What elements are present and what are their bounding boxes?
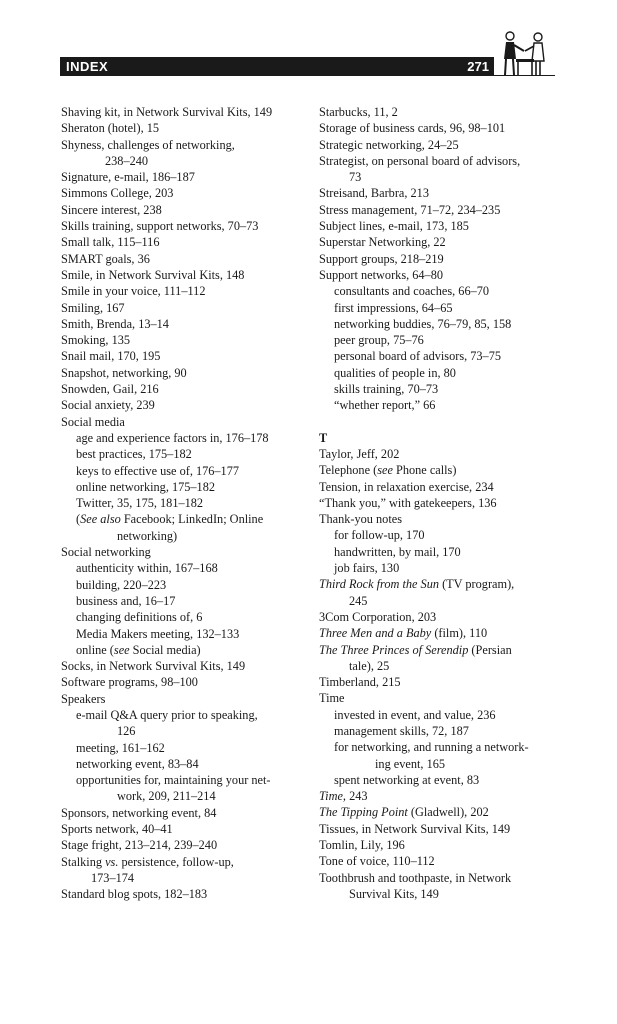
person-right-head [534,33,542,41]
entry-text: Media Makers meeting, 132–133 [76,626,240,641]
entry-text: networking buddies, 76–79, 85, 158 [334,316,512,331]
index-entry [319,462,571,478]
entry-text: (TV program), [439,577,515,592]
index-entry [61,821,313,837]
entry-text: The Tipping Point [319,805,408,820]
entry-text: Social media [61,414,125,429]
index-subentry [61,463,313,479]
entry-text: invested in event, and value, 236 [334,707,496,722]
entry-text: Support groups, 218–219 [319,251,444,266]
entry-text: Tension, in relaxation exercise, 234 [319,479,494,494]
entry-text: Smile, in Network Survival Kits, 148 [61,267,245,282]
entry-text: Third Rock from the Sun [319,577,439,592]
entry-text: peer group, 75–76 [334,333,424,348]
entry-text: Speakers [61,691,106,706]
entry-text: Shaving kit, in Network Survival Kits, 149 [61,105,273,119]
index-entry [61,886,313,902]
index-subentry [319,332,571,348]
entry-text: Subject lines, e-mail, 173, 185 [319,219,469,234]
entry-text: Tissues, in Network Survival Kits, 149 [319,821,511,836]
index-entry [319,674,571,690]
index-entry [61,544,313,560]
index-column-left [61,104,313,903]
index-subentry [61,430,313,446]
entry-continuation: 126 [117,724,136,739]
entry-text: keys to effective use of, 176–177 [76,463,240,478]
entry-text: Snail mail, 170, 195 [61,349,161,364]
index-subentry [61,772,313,788]
index-entry [319,267,571,283]
entry-text: Signature, e-mail, 186–187 [61,170,195,185]
index-entry [61,365,313,381]
entry-continuation: 245 [349,593,368,608]
entry-text: Socks, in Network Survival Kits, 149 [61,659,246,674]
index-entry [319,576,571,592]
index-subentry [319,560,571,576]
entry-text: spent networking at event, 83 [334,772,480,787]
entry-continuation: ing event, 165 [375,756,446,771]
index-subentry [319,300,571,316]
index-entry [319,804,571,820]
entry-text: Starbucks, 11, 2 [319,105,398,119]
index-subentry [61,511,313,527]
entry-text: (Gladwell), 202 [407,805,489,820]
index-entry [319,185,571,201]
entry-text: consultants and coaches, 66–70 [334,284,490,299]
index-entry [319,788,571,804]
entry-text: Thank-you notes [319,512,402,527]
index-entry [319,821,571,837]
index-entry [319,218,571,234]
index-subentry [61,446,313,462]
entry-text: Sincere interest, 238 [61,202,162,217]
index-entry [61,137,313,153]
index-subentry [319,707,571,723]
entry-text: Software programs, 98–100 [61,675,198,690]
handshake-illustration [496,29,554,77]
entry-text: Three Men and a Baby [319,626,432,641]
entry-text: networking event, 83–84 [76,756,199,771]
entry-text: e-mail Q&A query prior to speaking, [76,707,258,722]
entry-continuation: tale), 25 [349,658,390,673]
entry-text: Facebook; LinkedIn; Online [120,512,264,527]
index-subentry [61,593,313,609]
entry-text: Taylor, Jeff, 202 [319,446,400,461]
entry-text: Simmons College, 203 [61,186,174,201]
index-entry [61,300,313,316]
entry-text: Timberland, 215 [319,675,401,690]
person-left-body [504,42,516,59]
index-subentry [61,740,313,756]
index-subentry [319,544,571,560]
entry-text: see [113,642,130,657]
index-letter-heading: T [319,430,328,445]
entry-text: Stalking [61,854,106,869]
entry-text: See also [80,512,121,527]
entry-text: Social media) [129,642,201,657]
entry-text: changing definitions of, 6 [76,610,203,625]
index-entry [319,251,571,267]
table-top [516,59,534,62]
index-subentry [61,707,313,723]
index-entry [61,120,313,136]
entry-text: Sponsors, networking event, 84 [61,805,217,820]
index-entry [61,805,313,821]
index-entry [319,853,571,869]
index-entry [319,690,571,706]
index-subentry [61,577,313,593]
index-entry [319,104,571,120]
index-subentry [61,479,313,495]
index-subentry [319,348,571,364]
index-entry [319,234,571,250]
index-entry [61,658,313,674]
entry-text: The Three Princes of Serendip [319,642,469,657]
index-entry [319,625,571,641]
entry-text: opportunities for, maintaining your net- [76,773,271,788]
index-entry [319,120,571,136]
index-entry [61,234,313,250]
entry-text: Social networking [61,545,151,560]
entry-text: Telephone ( [319,463,378,478]
entry-continuation: 238–240 [105,153,149,168]
index-heading: INDEX [66,59,109,74]
person-left-head [506,32,514,40]
entry-text: Smith, Brenda, 13–14 [61,316,169,331]
entry-text: Standard blog spots, 182–183 [61,887,208,902]
entry-text: “Thank you,” with gatekeepers, 136 [319,495,497,510]
index-subentry [319,397,571,413]
entry-continuation: networking) [117,528,178,543]
index-entry [61,316,313,332]
entry-text: Small talk, 115–116 [61,235,160,250]
entry-text: (film), 110 [431,626,488,641]
index-entry [319,495,571,511]
entry-text: job fairs, 130 [334,561,400,576]
entry-text: for networking, and running a network- [334,740,529,755]
entry-text: 3Com Corporation, 203 [319,609,437,624]
index-column-right [319,104,571,902]
index-entry [61,283,313,299]
entry-text: business and, 16–17 [76,593,176,608]
index-entry [319,642,571,658]
header-bar [60,57,494,76]
entry-text: Social anxiety, 239 [61,398,155,413]
index-entry [61,348,313,364]
index-entry [319,202,571,218]
entry-text: handwritten, by mail, 170 [334,544,461,559]
index-subentry [319,316,571,332]
index-entry [319,609,571,625]
entry-text: Smiling, 167 [61,300,125,315]
entry-text: Smoking, 135 [61,333,131,348]
entry-text: Toothbrush and toothpaste, in Network [319,870,512,885]
index-subentry [319,381,571,397]
entry-text: persistence, follow-up, [118,854,234,869]
person-left-arm [514,45,524,51]
entry-text: Twitter, 35, 175, 181–182 [76,496,204,511]
entry-text: skills training, 70–73 [334,382,439,397]
entry-text: Storage of business cards, 96, 98–101 [319,121,506,136]
entry-continuation: Survival Kits, 149 [349,886,439,901]
entry-text: Streisand, Barbra, 213 [319,186,429,201]
entry-text: first impressions, 64–65 [334,300,453,315]
entry-text: Sheraton (hotel), 15 [61,121,160,136]
index-entry [319,446,571,462]
entry-text: building, 220–223 [76,577,167,592]
index-entry [319,511,571,527]
index-entry [61,202,313,218]
index-entry [61,854,313,870]
index-subentry [319,365,571,381]
index-subentry [61,756,313,772]
entry-text: (Persian [468,642,512,657]
index-subentry [61,642,313,658]
index-entry [319,137,571,153]
entry-continuation: work, 209, 211–214 [117,789,216,804]
index-entry [319,153,571,169]
entry-text: online ( [76,642,114,657]
entry-continuation: 73 [349,170,362,185]
index-entry [61,691,313,707]
index-subentry [319,772,571,788]
index-entry [319,479,571,495]
entry-text: for follow-up, 170 [334,528,425,543]
index-entry [61,185,313,201]
entry-text: Tomlin, Lily, 196 [319,838,405,853]
entry-text: Stage fright, 213–214, 239–240 [61,838,218,853]
entry-text: Shyness, challenges of networking, [61,137,235,152]
entry-text: Stress management, 71–72, 234–235 [319,202,501,217]
index-entry [61,332,313,348]
entry-text: Superstar Networking, 22 [319,235,446,250]
entry-continuation: 173–174 [91,870,135,885]
index-entry [319,870,571,886]
index-subentry [319,739,571,755]
index-subentry [61,626,313,642]
entry-text: management skills, 72, 187 [334,723,469,738]
index-entry [61,218,313,234]
entry-text: Tone of voice, 110–112 [319,854,435,869]
entry-text: Sports network, 40–41 [61,822,173,837]
entry-text: personal board of advisors, 73–75 [334,349,501,364]
entry-text: see [377,463,393,478]
index-entry [61,674,313,690]
entry-text: qualities of people in, 80 [334,365,456,380]
index-entry [61,414,313,430]
index-entry [61,169,313,185]
entry-text: Strategist, on personal board of advisors, [319,153,521,168]
index-entry [61,251,313,267]
entry-text: “whether report,” 66 [334,398,436,413]
entry-text: best practices, 175–182 [76,447,192,462]
table-legs [518,62,532,75]
entry-text: 243 [346,789,368,804]
index-subentry [319,283,571,299]
page-number: 271 [467,59,489,74]
entry-text: Snowden, Gail, 216 [61,382,159,397]
index-subentry [61,609,313,625]
entry-text: SMART goals, 36 [61,251,150,266]
index-subentry [319,527,571,543]
entry-text: Strategic networking, 24–25 [319,137,459,152]
index-subentry [61,560,313,576]
index-entry [319,837,571,853]
person-right-legs [536,61,540,75]
entry-text: authenticity within, 167–168 [76,561,218,576]
index-entry [61,837,313,853]
entry-text: Smile in your voice, 111–112 [61,284,206,299]
entry-text: Support networks, 64–80 [319,267,443,282]
entry-text: meeting, 161–162 [76,740,165,755]
entry-text: vs. [105,854,119,869]
entry-text: Skills training, support networks, 70–73 [61,219,259,234]
entry-text: age and experience factors in, 176–178 [76,430,269,445]
entry-text: online networking, 175–182 [76,479,216,494]
index-entry [61,104,313,120]
index-subentry [319,723,571,739]
index-entry [61,267,313,283]
entry-text: Time [319,691,345,706]
entry-text: Phone calls) [392,463,457,478]
entry-text: ( [76,512,81,527]
index-entry [61,381,313,397]
index-entry [61,397,313,413]
index-subentry [61,495,313,511]
entry-text: Time, [319,789,346,804]
entry-text: Snapshot, networking, 90 [61,365,187,380]
person-left-legs [505,59,514,75]
